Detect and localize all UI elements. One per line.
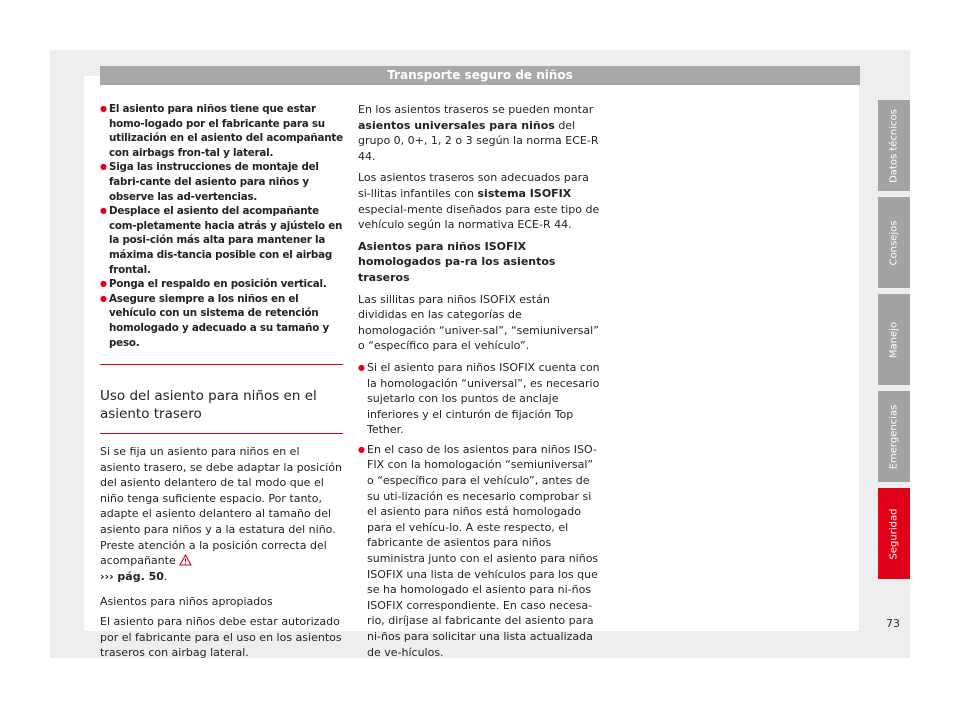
paragraph: Si se fija un asiento para niños en el asiento trasero, se debe adaptar la posición del asiento delantero de tal modo que el niño tenga suficiente espacio. Por tanto, adapte el asiento delantero al tamaño del asiento para niños y a la estatura del niño. Preste atención a la posición correcta del acompañante ››› pág. 50. — [100, 445, 342, 583]
warning-item: ● Asegure siempre a los niños en el vehículo con un sistema de retención homologado y adecuado a su tamaño y peso. — [100, 292, 343, 350]
warning-item: ● Desplace el asiento del acompañante com-pletamente hacia atrás y ajústelo en la posi-ción más alta para mantener la máxima dis-tancia posible con el airbag frontal. — [100, 204, 343, 277]
bold-term: asientos universales para niños — [358, 118, 555, 132]
list-item: ● En el caso de los asientos para niños ISO-FIX con la homologación “semiuniversal” o “específico para el vehículo”, antes de su uti-lización es necesario comprobar si el asiento para niños está homologado para el vehícu-lo. A este respecto, el fabricante de asientos para niños suministra junto con el asiento para niños ISOFIX una lista de vehículos para los que se ha homologado el asiento para ni-ños ISOFIX correspondiente. En caso necesa-rio, diríjase al fabricante del asiento para ni-ños para solicitar una lista actualizada de ve-hículos. — [358, 442, 601, 660]
bold-term: sistema ISOFIX — [477, 186, 572, 200]
tab-label: Datos técnicos — [888, 108, 900, 183]
left-column — [100, 102, 343, 661]
warning-item: ● Siga las instrucciones de montaje del fabri-cante del asiento para niños y observe las ad-vertencias. — [100, 160, 343, 204]
page-number: 73 — [886, 617, 900, 630]
section-title: Uso del asiento para niños en el asiento trasero — [100, 387, 343, 434]
warning-item: ● Ponga el respaldo en posición vertical. — [100, 277, 343, 292]
tab-manejo[interactable] — [878, 294, 910, 385]
subheading: Asientos para niños apropiados — [100, 595, 273, 609]
paragraph — [358, 102, 601, 164]
tab-datos-tecnicos[interactable] — [878, 100, 910, 191]
subheading: Asientos para niños ISOFIX homologados pa-ra los asientos traseros — [358, 239, 556, 284]
paragraph: Las sillitas para niños ISOFIX están divididas en las categorías de homologación “univer-sal”, “semiuniversal” o “específico para el vehículo”. — [358, 292, 599, 353]
page-reference-link[interactable]: ››› pág. 50 — [100, 569, 164, 583]
tab-label: Emergencias — [888, 404, 900, 469]
page-header: Transporte seguro de niños — [100, 66, 860, 85]
paragraph: El asiento para niños debe estar autorizado por el fabricante para el uso en los asientos traseros con airbag lateral. — [100, 615, 342, 660]
paragraph-text: especial-mente diseñados para este tipo de vehículo según la normativa ECE-R 44. — [358, 202, 600, 232]
tab-label: Seguridad — [888, 508, 900, 559]
paragraph-text: En los asientos traseros se pueden montar — [358, 103, 594, 116]
right-column — [358, 102, 601, 660]
list-item: ● Si el asiento para niños ISOFIX cuenta con la homologación “universal”, es necesario sujetarlo con los puntos de anclaje inferiores y el cinturón de fijación Top Tether. — [358, 360, 601, 438]
tab-seguridad[interactable] — [878, 488, 910, 579]
tab-consejos[interactable] — [878, 197, 910, 288]
tab-label: Manejo — [888, 321, 900, 358]
warning-list — [100, 102, 343, 365]
paragraph-text: del grupo 0, 0+, 1, 2 o 3 según la norma ECE-R 44. — [358, 118, 599, 163]
paragraph — [358, 170, 601, 232]
warning-triangle-icon — [179, 554, 192, 566]
paragraph-text: Los asientos traseros son adecuados para si-llitas infantiles con — [358, 171, 589, 200]
tab-label: Consejos — [888, 220, 900, 265]
warning-item: ● El asiento para niños tiene que estar homo-logado por el fabricante para su utilización en el asiento del acompañante con airbags fron-tal y lateral. — [100, 102, 343, 160]
paragraph-text: Si se fija un asiento para niños en el asiento trasero, se debe adaptar la posición del asiento delantero de tal modo que el niño tenga suficiente espacio. Por tanto, adapte el asiento delantero al tamaño del asiento para niños y a la estatura del niño. Preste atención a la posición correcta del acompañante — [100, 445, 342, 568]
tab-emergencias[interactable] — [878, 391, 910, 482]
